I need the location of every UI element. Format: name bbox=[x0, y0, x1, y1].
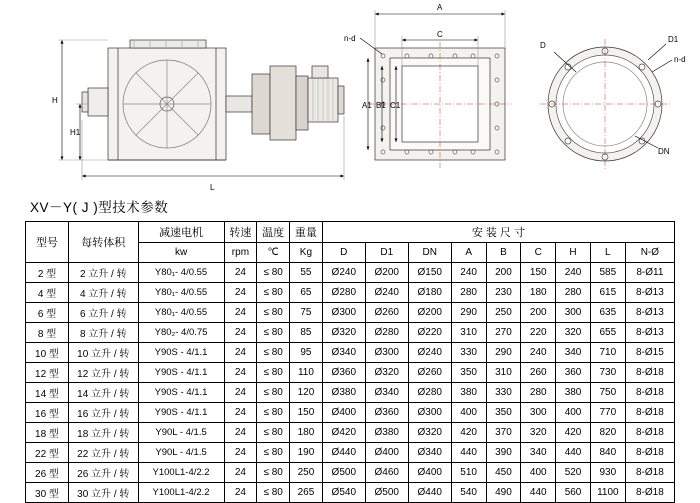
cell-H: 380 bbox=[556, 383, 591, 403]
cell-H: 340 bbox=[556, 343, 591, 363]
cell-A: 510 bbox=[451, 463, 486, 483]
cell-model: 16 型 bbox=[26, 403, 69, 423]
cell-L: 635 bbox=[590, 303, 625, 323]
cell-B: 290 bbox=[486, 343, 521, 363]
cell-N: 8-Ø13 bbox=[625, 303, 674, 323]
cell-DN: Ø260 bbox=[408, 363, 451, 383]
label-n-d-plan: n-d bbox=[344, 34, 356, 43]
cell-temp: ≤ 80 bbox=[257, 343, 290, 363]
table-row bbox=[26, 283, 675, 303]
cell-volume: 22 立升 / 转 bbox=[68, 443, 138, 463]
cell-weight: 250 bbox=[290, 463, 323, 483]
cell-C: 240 bbox=[521, 343, 556, 363]
cell-rpm: 24 bbox=[224, 403, 257, 423]
cell-model: 6 型 bbox=[26, 303, 69, 323]
cell-A: 380 bbox=[451, 383, 486, 403]
cell-H: 300 bbox=[556, 303, 591, 323]
cell-B: 490 bbox=[486, 483, 521, 503]
header-col-H: H bbox=[556, 243, 591, 263]
cell-L: 750 bbox=[590, 383, 625, 403]
cell-rpm: 24 bbox=[224, 423, 257, 443]
cell-B: 270 bbox=[486, 323, 521, 343]
cell-H: 400 bbox=[556, 403, 591, 423]
header-temp: 温度 bbox=[257, 222, 290, 243]
cell-rpm: 24 bbox=[224, 323, 257, 343]
label-A: A bbox=[437, 3, 443, 12]
cell-N: 8-Ø18 bbox=[625, 443, 674, 463]
cell-D1: Ø200 bbox=[365, 263, 408, 283]
cell-D1: Ø400 bbox=[365, 443, 408, 463]
cell-model: 12 型 bbox=[26, 363, 69, 383]
cell-D1: Ø380 bbox=[365, 423, 408, 443]
cell-A: 540 bbox=[451, 483, 486, 503]
cell-L: 615 bbox=[590, 283, 625, 303]
cell-L: 840 bbox=[590, 443, 625, 463]
header-weight: 重量 bbox=[290, 222, 323, 243]
cell-D: Ø240 bbox=[322, 263, 365, 283]
cell-B: 230 bbox=[486, 283, 521, 303]
table-row bbox=[26, 263, 675, 283]
table-row bbox=[26, 403, 675, 423]
cell-A: 310 bbox=[451, 323, 486, 343]
cell-model: 22 型 bbox=[26, 443, 69, 463]
table-row bbox=[26, 343, 675, 363]
table-row bbox=[26, 443, 675, 463]
cell-L: 1100 bbox=[590, 483, 625, 503]
cell-H: 440 bbox=[556, 443, 591, 463]
cell-model: 4 型 bbox=[26, 283, 69, 303]
cell-DN: Ø440 bbox=[408, 483, 451, 503]
cell-C: 150 bbox=[521, 263, 556, 283]
cell-rpm: 24 bbox=[224, 383, 257, 403]
header-col-DN: DN bbox=[408, 243, 451, 263]
cell-L: 655 bbox=[590, 323, 625, 343]
cell-H: 320 bbox=[556, 323, 591, 343]
cell-volume: 6 立升 / 转 bbox=[68, 303, 138, 323]
table-header-row-1 bbox=[26, 222, 675, 243]
label-C1: C1 bbox=[390, 101, 401, 110]
cell-D1: Ø460 bbox=[365, 463, 408, 483]
cell-A: 240 bbox=[451, 263, 486, 283]
cell-rpm: 24 bbox=[224, 443, 257, 463]
cell-temp: ≤ 80 bbox=[257, 303, 290, 323]
cell-weight: 75 bbox=[290, 303, 323, 323]
header-col-B: B bbox=[486, 243, 521, 263]
cell-H: 280 bbox=[556, 283, 591, 303]
cell-motor: Y90S - 4/1.1 bbox=[138, 343, 224, 363]
cell-rpm: 24 bbox=[224, 263, 257, 283]
cell-N: 8-Ø18 bbox=[625, 403, 674, 423]
cell-L: 585 bbox=[590, 263, 625, 283]
cell-DN: Ø200 bbox=[408, 303, 451, 323]
header-motor-unit: kw bbox=[138, 243, 224, 263]
cell-A: 290 bbox=[451, 303, 486, 323]
header-col-N: N-Ø bbox=[625, 243, 674, 263]
cell-C: 180 bbox=[521, 283, 556, 303]
cell-A: 350 bbox=[451, 363, 486, 383]
cell-D1: Ø500 bbox=[365, 483, 408, 503]
cell-weight: 190 bbox=[290, 443, 323, 463]
cell-N: 8-Ø13 bbox=[625, 323, 674, 343]
cell-D1: Ø360 bbox=[365, 403, 408, 423]
cell-C: 260 bbox=[521, 363, 556, 383]
cell-C: 220 bbox=[521, 323, 556, 343]
cell-weight: 120 bbox=[290, 383, 323, 403]
cell-DN: Ø220 bbox=[408, 323, 451, 343]
cell-B: 310 bbox=[486, 363, 521, 383]
drawing-svg bbox=[0, 0, 700, 196]
cell-H: 360 bbox=[556, 363, 591, 383]
header-temp-unit: ℃ bbox=[257, 243, 290, 263]
cell-model: 14 型 bbox=[26, 383, 69, 403]
cell-motor: Y90S - 4/1.1 bbox=[138, 383, 224, 403]
cell-B: 200 bbox=[486, 263, 521, 283]
cell-weight: 95 bbox=[290, 343, 323, 363]
cell-DN: Ø340 bbox=[408, 443, 451, 463]
header-col-D: D bbox=[322, 243, 365, 263]
cell-DN: Ø400 bbox=[408, 463, 451, 483]
table-row bbox=[26, 423, 675, 443]
cell-model: 8 型 bbox=[26, 323, 69, 343]
label-C: C bbox=[437, 30, 443, 39]
cell-L: 820 bbox=[590, 423, 625, 443]
cell-temp: ≤ 80 bbox=[257, 283, 290, 303]
label-D1-flange: D1 bbox=[668, 35, 679, 44]
label-D-flange: D bbox=[540, 41, 546, 50]
cell-C: 440 bbox=[521, 483, 556, 503]
cell-L: 710 bbox=[590, 343, 625, 363]
cell-D1: Ø240 bbox=[365, 283, 408, 303]
cell-rpm: 24 bbox=[224, 343, 257, 363]
cell-rpm: 24 bbox=[224, 363, 257, 383]
cell-C: 400 bbox=[521, 463, 556, 483]
cell-B: 330 bbox=[486, 383, 521, 403]
cell-C: 300 bbox=[521, 403, 556, 423]
cell-DN: Ø320 bbox=[408, 423, 451, 443]
table-row bbox=[26, 483, 675, 503]
cell-C: 280 bbox=[521, 383, 556, 403]
spec-table-wrap bbox=[25, 221, 675, 503]
cell-N: 8-Ø15 bbox=[625, 343, 674, 363]
cell-motor: Y80₁- 4/0.55 bbox=[138, 283, 224, 303]
cell-motor: Y90S - 4/1.1 bbox=[138, 403, 224, 423]
header-volume: 每转体积 bbox=[68, 222, 138, 263]
cell-motor: Y80₁- 4/0.55 bbox=[138, 263, 224, 283]
cell-C: 320 bbox=[521, 423, 556, 443]
table-row bbox=[26, 383, 675, 403]
cell-temp: ≤ 80 bbox=[257, 463, 290, 483]
label-H1: H1 bbox=[70, 128, 81, 137]
header-rpm-unit: rpm bbox=[224, 243, 257, 263]
cell-H: 560 bbox=[556, 483, 591, 503]
header-weight-unit: Kg bbox=[290, 243, 323, 263]
label-H: H bbox=[52, 96, 58, 105]
cell-volume: 8 立升 / 转 bbox=[68, 323, 138, 343]
cell-D: Ø540 bbox=[322, 483, 365, 503]
cell-N: 8-Ø18 bbox=[625, 363, 674, 383]
cell-volume: 12 立升 / 转 bbox=[68, 363, 138, 383]
cell-DN: Ø150 bbox=[408, 263, 451, 283]
cell-L: 730 bbox=[590, 363, 625, 383]
cell-D1: Ø260 bbox=[365, 303, 408, 323]
cell-temp: ≤ 80 bbox=[257, 483, 290, 503]
cell-volume: 4 立升 / 转 bbox=[68, 283, 138, 303]
cell-temp: ≤ 80 bbox=[257, 443, 290, 463]
cell-A: 420 bbox=[451, 423, 486, 443]
cell-DN: Ø180 bbox=[408, 283, 451, 303]
cell-B: 250 bbox=[486, 303, 521, 323]
cell-temp: ≤ 80 bbox=[257, 403, 290, 423]
cell-C: 340 bbox=[521, 443, 556, 463]
cell-motor: Y90L - 4/1.5 bbox=[138, 443, 224, 463]
cell-D1: Ø280 bbox=[365, 323, 408, 343]
cell-D: Ø420 bbox=[322, 423, 365, 443]
cell-D: Ø300 bbox=[322, 303, 365, 323]
cell-temp: ≤ 80 bbox=[257, 383, 290, 403]
cell-D1: Ø300 bbox=[365, 343, 408, 363]
cell-DN: Ø240 bbox=[408, 343, 451, 363]
cell-C: 200 bbox=[521, 303, 556, 323]
cell-weight: 265 bbox=[290, 483, 323, 503]
header-col-L: L bbox=[590, 243, 625, 263]
cell-H: 240 bbox=[556, 263, 591, 283]
cell-N: 8-Ø18 bbox=[625, 463, 674, 483]
cell-volume: 14 立升 / 转 bbox=[68, 383, 138, 403]
cell-volume: 26 立升 / 转 bbox=[68, 463, 138, 483]
header-install: 安 装 尺 寸 bbox=[322, 222, 674, 243]
cell-motor: Y90L - 4/1.5 bbox=[138, 423, 224, 443]
label-B1: B1 bbox=[376, 101, 386, 110]
header-model: 型号 bbox=[26, 222, 69, 263]
cell-D: Ø320 bbox=[322, 323, 365, 343]
cell-D: Ø380 bbox=[322, 383, 365, 403]
label-n-d-flange: n-d bbox=[674, 55, 686, 64]
cell-motor: Y100L1-4/2.2 bbox=[138, 483, 224, 503]
cell-motor: Y80₂- 4/0.75 bbox=[138, 323, 224, 343]
cell-motor: Y90S - 4/1.1 bbox=[138, 363, 224, 383]
cell-weight: 110 bbox=[290, 363, 323, 383]
label-DN-flange: DN bbox=[658, 147, 670, 156]
cell-B: 390 bbox=[486, 443, 521, 463]
header-col-A: A bbox=[451, 243, 486, 263]
cell-volume: 10 立升 / 转 bbox=[68, 343, 138, 363]
cell-D: Ø280 bbox=[322, 283, 365, 303]
header-col-C: C bbox=[521, 243, 556, 263]
cell-L: 770 bbox=[590, 403, 625, 423]
cell-N: 8-Ø18 bbox=[625, 423, 674, 443]
technical-drawings bbox=[0, 0, 700, 196]
header-rpm: 转速 bbox=[224, 222, 257, 243]
cell-rpm: 24 bbox=[224, 303, 257, 323]
cell-A: 400 bbox=[451, 403, 486, 423]
cell-N: 8-Ø11 bbox=[625, 263, 674, 283]
cell-DN: Ø280 bbox=[408, 383, 451, 403]
table-row bbox=[26, 323, 675, 343]
header-col-D1: D1 bbox=[365, 243, 408, 263]
cell-D: Ø440 bbox=[322, 443, 365, 463]
cell-DN: Ø300 bbox=[408, 403, 451, 423]
cell-volume: 30 立升 / 转 bbox=[68, 483, 138, 503]
label-L: L bbox=[210, 183, 215, 192]
cell-model: 30 型 bbox=[26, 483, 69, 503]
cell-rpm: 24 bbox=[224, 483, 257, 503]
cell-motor: Y100L1-4/2.2 bbox=[138, 463, 224, 483]
cell-D1: Ø340 bbox=[365, 383, 408, 403]
cell-temp: ≤ 80 bbox=[257, 263, 290, 283]
cell-weight: 180 bbox=[290, 423, 323, 443]
cell-rpm: 24 bbox=[224, 283, 257, 303]
cell-weight: 85 bbox=[290, 323, 323, 343]
cell-D: Ø500 bbox=[322, 463, 365, 483]
cell-D: Ø340 bbox=[322, 343, 365, 363]
cell-H: 520 bbox=[556, 463, 591, 483]
cell-N: 8-Ø18 bbox=[625, 383, 674, 403]
cell-weight: 150 bbox=[290, 403, 323, 423]
cell-A: 440 bbox=[451, 443, 486, 463]
cell-model: 2 型 bbox=[26, 263, 69, 283]
cell-L: 930 bbox=[590, 463, 625, 483]
cell-A: 330 bbox=[451, 343, 486, 363]
cell-H: 420 bbox=[556, 423, 591, 443]
cell-temp: ≤ 80 bbox=[257, 323, 290, 343]
cell-weight: 65 bbox=[290, 283, 323, 303]
table-row bbox=[26, 363, 675, 383]
cell-D: Ø360 bbox=[322, 363, 365, 383]
cell-motor: Y80₁- 4/0.55 bbox=[138, 303, 224, 323]
cell-model: 26 型 bbox=[26, 463, 69, 483]
cell-model: 18 型 bbox=[26, 423, 69, 443]
label-A1: A1 bbox=[362, 101, 372, 110]
cell-volume: 18 立升 / 转 bbox=[68, 423, 138, 443]
cell-N: 8-Ø13 bbox=[625, 283, 674, 303]
cell-B: 450 bbox=[486, 463, 521, 483]
cell-N: 8-Ø18 bbox=[625, 483, 674, 503]
header-motor: 减速电机 bbox=[138, 222, 224, 243]
cell-temp: ≤ 80 bbox=[257, 363, 290, 383]
cell-volume: 16 立升 / 转 bbox=[68, 403, 138, 423]
page-title: XV－Y( J )型技术参数 bbox=[30, 200, 169, 215]
cell-rpm: 24 bbox=[224, 463, 257, 483]
cell-temp: ≤ 80 bbox=[257, 423, 290, 443]
cell-model: 10 型 bbox=[26, 343, 69, 363]
table-row bbox=[26, 303, 675, 323]
cell-volume: 2 立升 / 转 bbox=[68, 263, 138, 283]
cell-weight: 55 bbox=[290, 263, 323, 283]
spec-table bbox=[25, 221, 675, 503]
cell-A: 280 bbox=[451, 283, 486, 303]
cell-B: 370 bbox=[486, 423, 521, 443]
cell-B: 350 bbox=[486, 403, 521, 423]
cell-D1: Ø320 bbox=[365, 363, 408, 383]
cell-D: Ø400 bbox=[322, 403, 365, 423]
